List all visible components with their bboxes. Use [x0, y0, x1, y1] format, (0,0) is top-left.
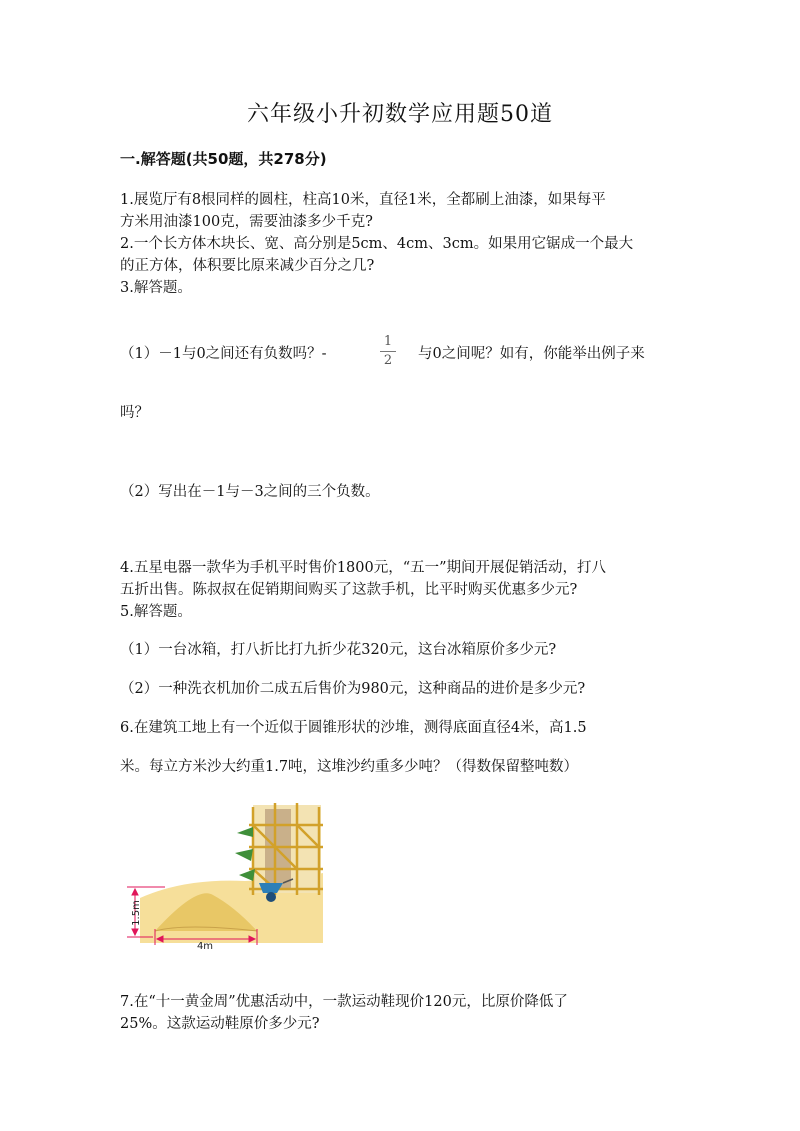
q5-part2: （2）一种洗衣机加价二成五后售价为980元，这种商品的进价是多少元? — [120, 681, 586, 697]
q3-part2: （2）写出在－1与－3之间的三个负数。 — [120, 484, 380, 500]
q1-line1: 1.展览厅有8根同样的圆柱，柱高10米，直径1米，全都刷上油漆，如果每平 — [120, 192, 606, 208]
q7-line2: 25%。这款运动鞋原价多少元? — [120, 1016, 320, 1032]
fraction-bar — [380, 351, 396, 352]
q2-line1: 2.一个长方体木块长、宽、高分别是5cm、4cm、3cm。如果用它锯成一个最大 — [120, 236, 634, 252]
q3-part1-b: 与0之间呢？如有，你能举出例子来 — [418, 346, 645, 362]
q3-part1-c: 吗？ — [120, 405, 149, 421]
section-heading: 一.解答题(共50题，共278分) — [120, 150, 327, 168]
q3-title: 3.解答题。 — [120, 280, 192, 296]
q1-line2: 方米用油漆100克，需要油漆多少千克? — [120, 214, 373, 230]
q6-line2: 米。每立方米沙大约重1.7吨，这堆沙约重多少吨？（得数保留整吨数） — [120, 759, 579, 775]
q3-part1-a: （1）－1与0之间还有负数吗？- — [120, 346, 327, 362]
fraction-numerator: 1 — [383, 334, 393, 349]
q2-line2: 的正方体，体积要比原来减少百分之几? — [120, 258, 375, 274]
q5-title: 5.解答题。 — [120, 604, 192, 620]
q4-line1: 4.五星电器一款华为手机平时售价1800元，“五一”期间开展促销活动，打八 — [120, 560, 607, 576]
sand-pile-figure — [125, 803, 340, 953]
q6-line1: 6.在建筑工地上有一个近似于圆锥形状的沙堆，测得底面直径4米，高1.5 — [120, 720, 587, 736]
q4-line2: 五折出售。陈叔叔在促销期间购买了这款手机，比平时购买优惠多少元? — [120, 582, 578, 598]
height-label: 1.5m — [131, 900, 142, 926]
fraction-denominator: 2 — [383, 353, 393, 368]
q7-line1: 7.在“十一黄金周”优惠活动中，一款运动鞋现价120元，比原价降低了 — [120, 994, 568, 1010]
width-label: 4m — [196, 941, 214, 952]
fraction-one-half — [378, 334, 398, 369]
q5-part1: （1）一台冰箱，打八折比打九折少花320元，这台冰箱原价多少元? — [120, 642, 557, 658]
page-title: 六年级小升初数学应用题50道 — [247, 102, 553, 127]
